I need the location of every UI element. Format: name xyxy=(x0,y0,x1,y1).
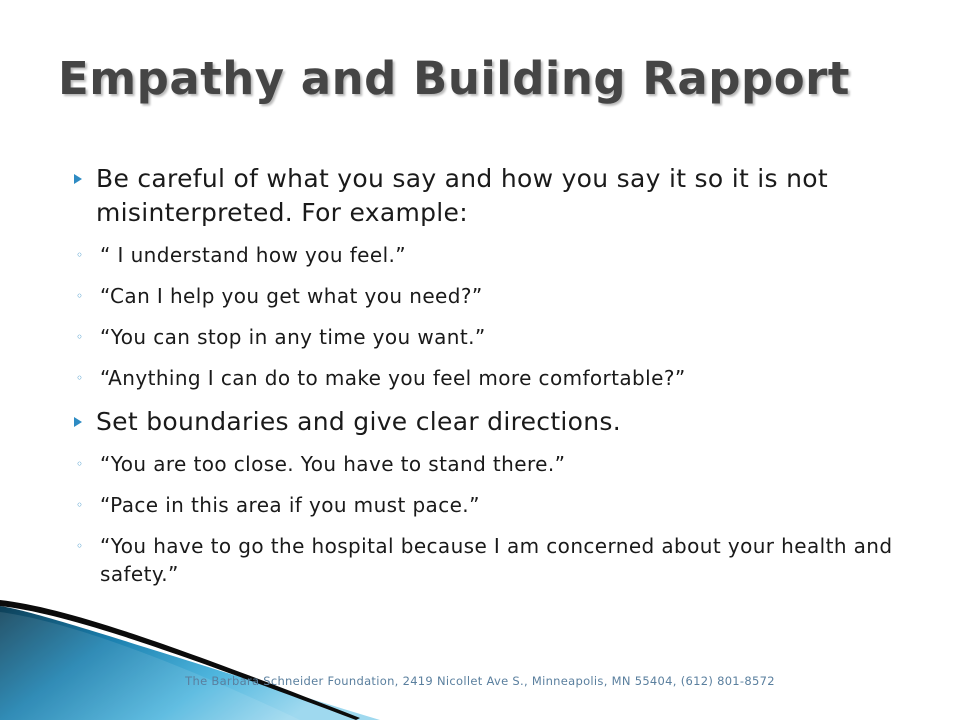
footer-text: The Barbara Schneider Foundation, 2419 Nicollet Ave S., Minneapolis, MN 55404, (612) 801-8572 xyxy=(185,674,775,688)
slide-title: Empathy and Building Rapport xyxy=(58,52,850,105)
wave-highlight xyxy=(0,612,300,720)
sub-bullet-text: “You are too close. You have to stand there.” xyxy=(100,452,566,476)
circle-bullet-icon: ◦ xyxy=(76,498,84,512)
bullet-text: Be careful of what you say and how you say it so it is not misinterpreted. For example: xyxy=(96,164,828,227)
bullet-text: Set boundaries and give clear directions. xyxy=(96,407,621,436)
sub-bullet-text: “ I understand how you feel.” xyxy=(100,243,407,267)
circle-bullet-icon: ◦ xyxy=(76,330,84,344)
circle-bullet-icon: ◦ xyxy=(76,289,84,303)
circle-bullet-icon: ◦ xyxy=(76,539,84,553)
sub-bullet-text: “Anything I can do to make you feel more comfortable?” xyxy=(100,366,686,390)
sub-bullet-text: “Can I help you get what you need?” xyxy=(100,284,483,308)
circle-bullet-icon: ◦ xyxy=(76,248,84,262)
sub-bullet-text: “Pace in this area if you must pace.” xyxy=(100,493,480,517)
circle-bullet-icon: ◦ xyxy=(76,457,84,471)
sub-bullet-text: “You can stop in any time you want.” xyxy=(100,325,486,349)
sub-bullet-text: “You have to go the hospital because I am concerned about your health and safety.” xyxy=(100,534,893,586)
circle-bullet-icon: ◦ xyxy=(76,371,84,385)
